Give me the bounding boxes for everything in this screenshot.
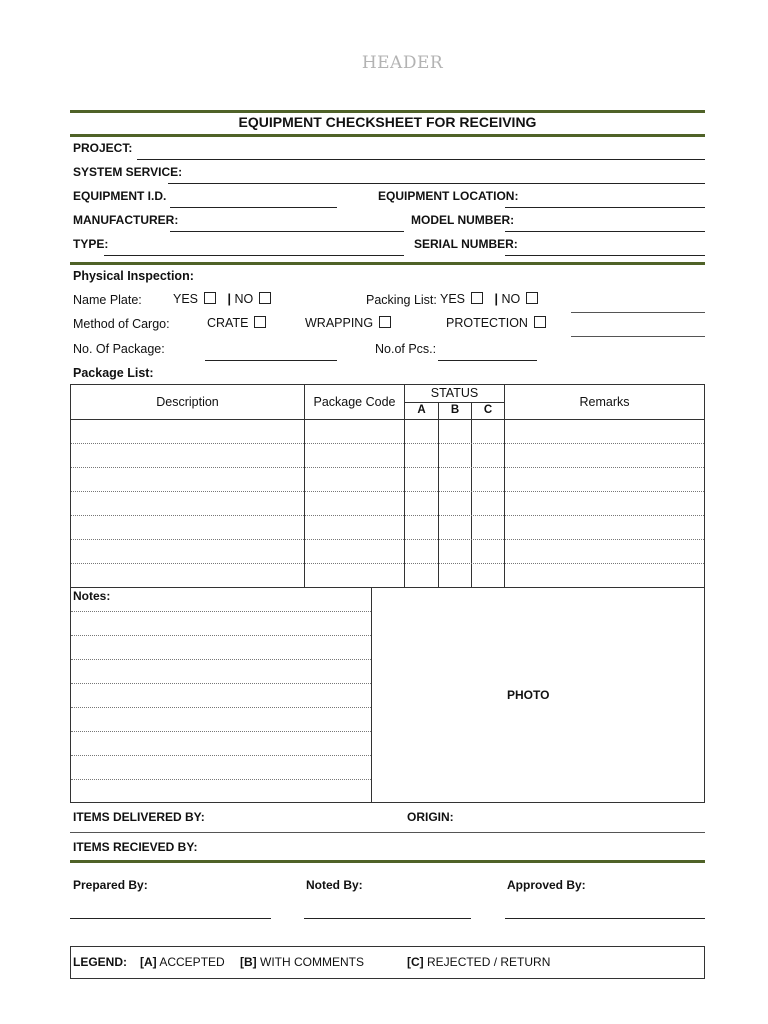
system-service-field[interactable] [168, 183, 705, 184]
model-number-field[interactable] [505, 231, 705, 232]
table-divider [304, 385, 305, 587]
legend-b-text: WITH COMMENTS [260, 955, 365, 969]
notes-label: Notes: [73, 589, 111, 603]
remarks-header: Remarks [579, 395, 630, 409]
legend-a-text: ACCEPTED [159, 955, 225, 969]
legend-c-key: [C] [407, 955, 424, 969]
model-number-label: MODEL NUMBER: [411, 213, 515, 227]
notes-line[interactable] [71, 779, 371, 780]
legend-rejected [407, 955, 550, 969]
packing-list-label: Packing List: [366, 293, 437, 307]
legend-accepted [140, 955, 225, 969]
approved-by-signature-line[interactable] [505, 918, 705, 919]
status-c-header: C [483, 404, 493, 416]
origin-label: ORIGIN: [407, 810, 454, 824]
table-header-rule [71, 419, 704, 420]
system-service-label: SYSTEM SERVICE: [73, 165, 183, 179]
title-bottom-rule [70, 134, 705, 137]
wrapping-checkbox[interactable] [379, 316, 391, 328]
legend-c-text: REJECTED / RETURN [427, 955, 551, 969]
legend-b-key: [B] [240, 955, 257, 969]
table-divider [504, 385, 505, 587]
status-divider [404, 402, 504, 403]
packing-list-yes-label: YES [440, 292, 466, 306]
status-a-header: A [417, 404, 426, 416]
method-of-cargo-label: Method of Cargo: [73, 317, 170, 331]
noted-by-label: Noted By: [306, 878, 363, 892]
items-received-by-label: ITEMS RECIEVED BY: [73, 840, 198, 854]
status-header: STATUS [430, 386, 479, 400]
notes-line[interactable] [71, 755, 371, 756]
option-separator: | [494, 292, 498, 306]
wrapping-label: WRAPPING [305, 316, 374, 330]
signature-section-rule [70, 860, 705, 863]
protection-label: PROTECTION [446, 316, 528, 330]
prepared-by-signature-line[interactable] [70, 918, 271, 919]
notes-photo-box [70, 587, 705, 803]
legend-label: LEGEND: [73, 955, 127, 969]
table-row[interactable] [71, 539, 704, 540]
description-header: Description [156, 395, 219, 409]
items-delivered-by-label: ITEMS DELIVERED BY: [73, 810, 205, 824]
notes-line[interactable] [71, 659, 371, 660]
cargo-remark-field[interactable] [571, 336, 705, 337]
type-label: TYPE: [73, 237, 109, 251]
protection-checkbox[interactable] [534, 316, 546, 328]
type-field[interactable] [104, 255, 404, 256]
table-row[interactable] [71, 491, 704, 492]
name-plate-no-label: NO [234, 292, 254, 306]
project-label: PROJECT: [73, 141, 133, 155]
form-title: EQUIPMENT CHECKSHEET FOR RECEIVING [238, 114, 537, 130]
crate-label: CRATE [207, 316, 249, 330]
page-header: HEADER [361, 53, 444, 73]
no-of-pcs-label: No.of Pcs.: [375, 342, 437, 356]
equipment-location-label: EQUIPMENT LOCATION: [378, 189, 519, 203]
package-table [70, 384, 705, 588]
name-plate-label: Name Plate: [73, 293, 142, 307]
title-top-rule [70, 110, 705, 113]
package-code-header: Package Code [313, 395, 396, 409]
legend-a-key: [A] [140, 955, 157, 969]
name-plate-options [173, 292, 271, 306]
prepared-by-label: Prepared By: [73, 878, 148, 892]
notes-line[interactable] [71, 683, 371, 684]
packing-list-options [440, 292, 538, 306]
table-row[interactable] [71, 563, 704, 564]
delivered-by-field[interactable] [70, 832, 705, 833]
name-plate-yes-checkbox[interactable] [204, 292, 216, 304]
packing-list-yes-checkbox[interactable] [471, 292, 483, 304]
wrapping-option [305, 316, 391, 330]
noted-by-signature-line[interactable] [304, 918, 471, 919]
notes-line[interactable] [71, 731, 371, 732]
protection-option [446, 316, 546, 330]
photo-label: PHOTO [507, 688, 550, 702]
package-list-heading: Package List: [73, 366, 154, 380]
table-row[interactable] [71, 467, 704, 468]
equipment-location-field[interactable] [505, 207, 705, 208]
table-divider [438, 402, 439, 587]
status-b-header: B [450, 404, 460, 416]
crate-option [207, 316, 266, 330]
table-row[interactable] [71, 443, 704, 444]
manufacturer-field[interactable] [170, 231, 404, 232]
legend-with-comments [240, 955, 364, 969]
notes-photo-divider [371, 587, 372, 803]
name-plate-no-checkbox[interactable] [259, 292, 271, 304]
notes-line[interactable] [71, 707, 371, 708]
equipment-id-label: EQUIPMENT I.D. [73, 189, 167, 203]
no-of-package-label: No. Of Package: [73, 342, 165, 356]
serial-number-field[interactable] [505, 255, 705, 256]
equipment-id-field[interactable] [170, 207, 337, 208]
manufacturer-label: MANUFACTURER: [73, 213, 179, 227]
packing-list-remark-field[interactable] [571, 312, 705, 313]
table-row[interactable] [71, 515, 704, 516]
packing-list-no-label: NO [501, 292, 521, 306]
packing-list-no-checkbox[interactable] [526, 292, 538, 304]
notes-line[interactable] [71, 635, 371, 636]
option-separator: | [227, 292, 231, 306]
name-plate-yes-label: YES [173, 292, 199, 306]
project-field[interactable] [137, 159, 705, 160]
table-divider [471, 402, 472, 587]
approved-by-label: Approved By: [507, 878, 586, 892]
section-rule [70, 262, 705, 265]
no-of-pcs-field[interactable] [438, 360, 537, 361]
serial-number-label: SERIAL NUMBER: [414, 237, 518, 251]
crate-checkbox[interactable] [254, 316, 266, 328]
no-of-package-field[interactable] [205, 360, 337, 361]
notes-line[interactable] [71, 611, 371, 612]
physical-inspection-heading: Physical Inspection: [73, 269, 194, 283]
